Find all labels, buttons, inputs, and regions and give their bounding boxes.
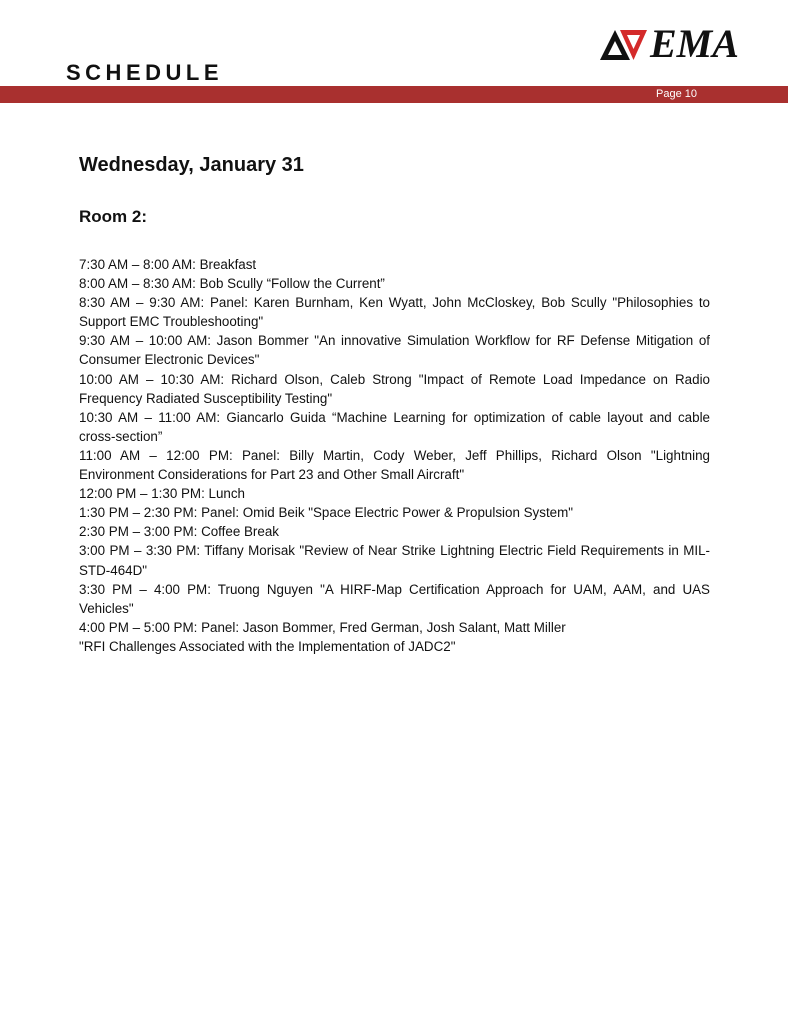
- schedule-entry: 10:30 AM – 11:00 AM: Giancarlo Guida “Machine Learning for optimization of cable layout and cable cross-section”: [79, 409, 710, 444]
- schedule-entry: 3:30 PM – 4:00 PM: Truong Nguyen "A HIRF-Map Certification Approach for UAM, AAM, and UAS Vehicles": [79, 581, 710, 616]
- schedule-entry: 2:30 PM – 3:00 PM: Coffee Break: [79, 524, 279, 540]
- schedule-entry: 12:00 PM – 1:30 PM: Lunch: [79, 486, 245, 502]
- logo: [600, 21, 739, 66]
- schedule-entry: 10:00 AM – 10:30 AM: Richard Olson, Caleb Strong "Impact of Remote Load Impedance on Radio Frequency Radiated Susceptibility Testing": [79, 371, 710, 406]
- day-heading: Wednesday, January 31: [79, 154, 304, 176]
- section-title: SCHEDULE: [66, 60, 224, 85]
- schedule-entry: 8:00 AM – 8:30 AM: Bob Scully “Follow the Current”: [79, 276, 385, 292]
- logo-triangles-icon: [600, 27, 648, 61]
- schedule-entry: 4:00 PM – 5:00 PM: Panel: Jason Bommer, Fred German, Josh Salant, Matt Miller: [79, 619, 566, 635]
- schedule-entry: "RFI Challenges Associated with the Implementation of JADC2": [79, 638, 456, 654]
- page-number: Page 10: [656, 88, 697, 100]
- schedule-entry: 8:30 AM – 9:30 AM: Panel: Karen Burnham, Ken Wyatt, John McCloskey, Bob Scully "Philosophies to Support EMC Troubleshooting": [79, 295, 710, 330]
- room-heading: Room 2:: [79, 207, 147, 226]
- schedule-entry: 7:30 AM – 8:00 AM: Breakfast: [79, 257, 257, 272]
- logo-text: EMA: [650, 21, 739, 66]
- schedule-entry: 1:30 PM – 2:30 PM: Panel: Omid Beik "Space Electric Power & Propulsion System": [79, 505, 574, 521]
- schedule-list: [79, 255, 710, 656]
- schedule-entry: 11:00 AM – 12:00 PM: Panel: Billy Martin, Cody Weber, Jeff Phillips, Richard Olson "Lightning Environment Considerations for Part 23 and Other Small Aircraft": [79, 447, 710, 483]
- schedule-entry: 9:30 AM – 10:00 AM: Jason Bommer "An innovative Simulation Workflow for RF Defense Mitigation of Consumer Electronic Devices": [79, 333, 710, 368]
- schedule-entry: 3:00 PM – 3:30 PM: Tiffany Morisak "Review of Near Strike Lightning Electric Field Requirements in MIL-STD-464D": [79, 543, 710, 578]
